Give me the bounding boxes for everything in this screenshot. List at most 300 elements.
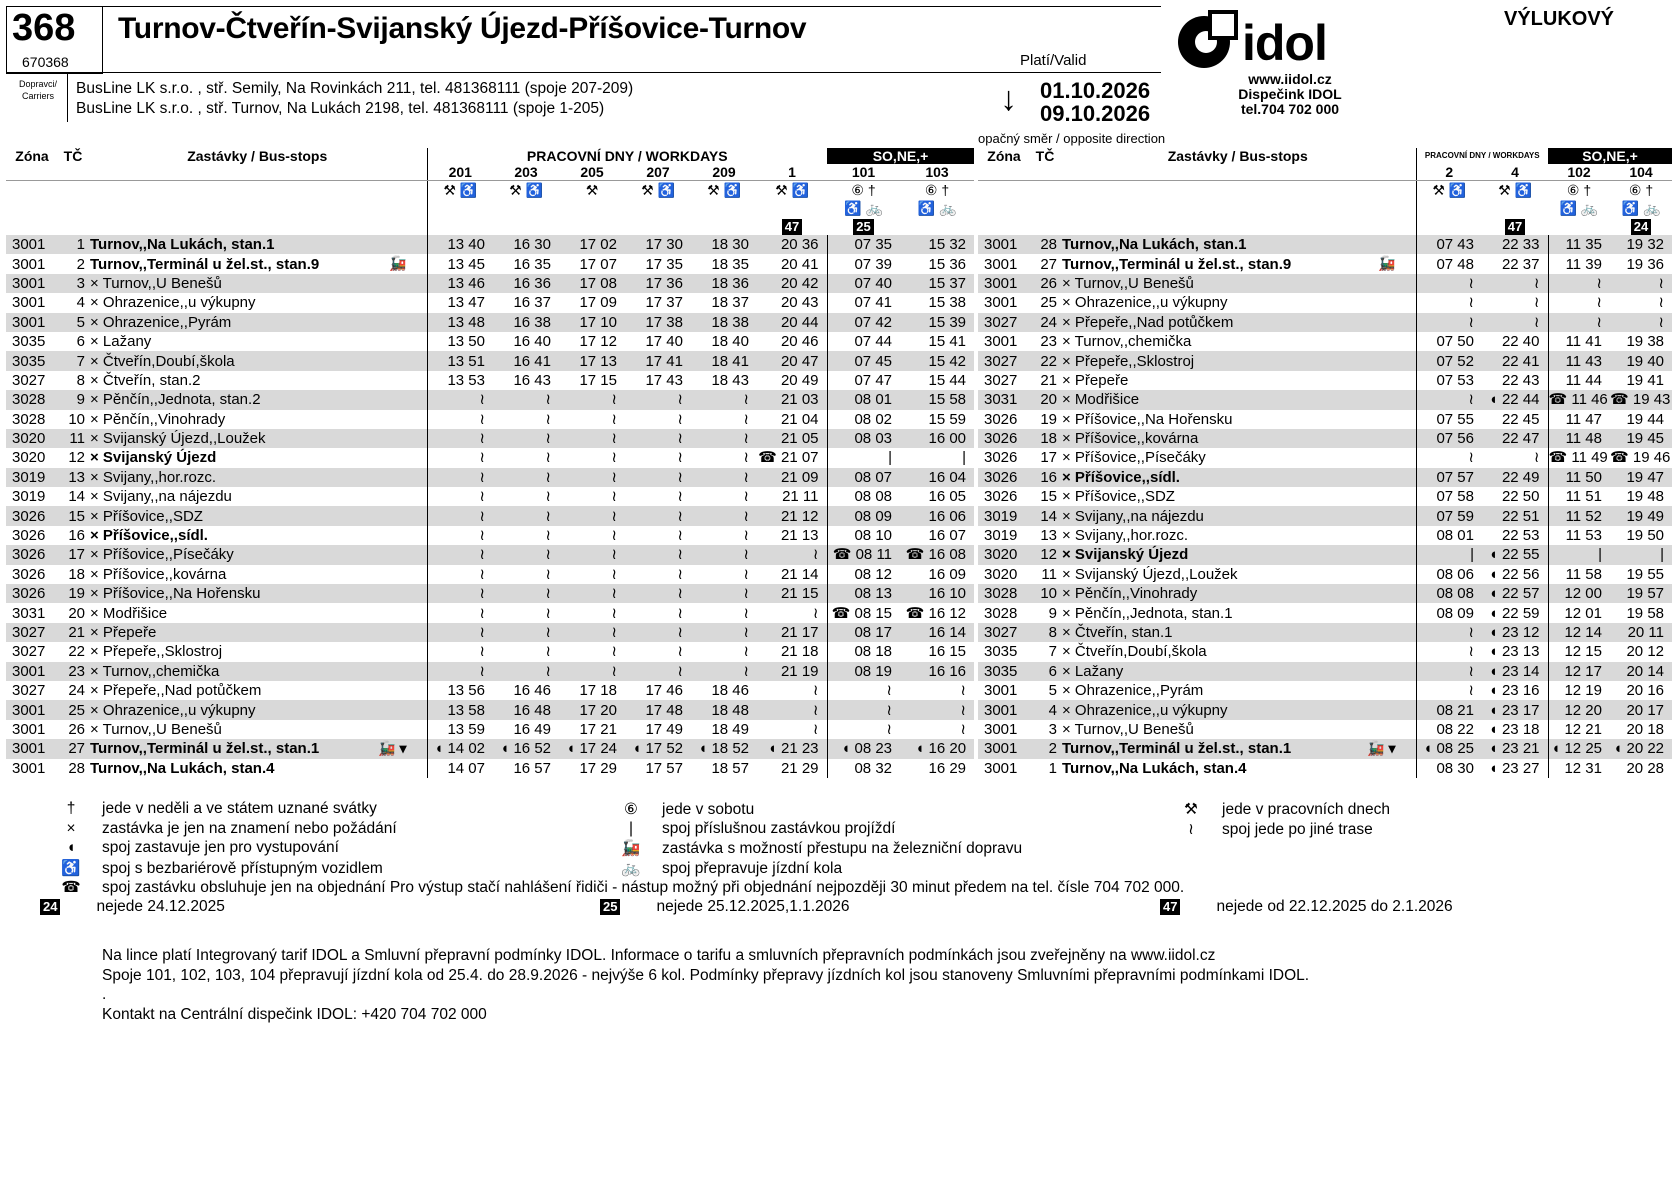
departure-time: ≀ bbox=[427, 565, 493, 584]
departure-time: 13 47 bbox=[427, 293, 493, 312]
stop-name bbox=[88, 526, 427, 545]
stop-name-text: × Čtveřín,Doubí,škola bbox=[90, 352, 235, 370]
stop-name bbox=[1060, 506, 1416, 525]
departure-time: 13 46 bbox=[427, 274, 493, 293]
legend-text: spoj přepravuje jízdní kola bbox=[662, 859, 843, 877]
stop-name bbox=[1060, 293, 1416, 312]
zone-cell: 3026 bbox=[984, 488, 1018, 506]
trip-service-symbols: ♿ 🚲 bbox=[1559, 200, 1599, 216]
trip-number: 205 bbox=[559, 164, 625, 181]
stop-name-text: × Lažany bbox=[90, 333, 152, 351]
stop-name-text: × Čtveřín,Doubí,škola bbox=[1062, 643, 1207, 661]
departure-time: ≀ bbox=[757, 700, 827, 719]
tc-cell: 24 bbox=[1030, 313, 1060, 332]
departure-time: 22 33 bbox=[1482, 235, 1548, 254]
departure-time: ≀ bbox=[493, 545, 559, 564]
tc-cell: 18 bbox=[1030, 429, 1060, 448]
trip-day-symbols: ⑥ † bbox=[1566, 182, 1592, 198]
zone-cell: 3019 bbox=[984, 527, 1018, 545]
departure-time: 16 29 bbox=[928, 759, 967, 777]
departure-time: 08 08 bbox=[1416, 584, 1482, 603]
tc-cell: 24 bbox=[68, 682, 85, 700]
stop-name-text: × Příšovice,,SDZ bbox=[90, 507, 203, 525]
stop-row bbox=[978, 274, 1672, 293]
tc-cell: 26 bbox=[1030, 274, 1060, 293]
stop-name bbox=[88, 274, 427, 293]
departure-time: ☎ 08 11 bbox=[827, 545, 900, 564]
departure-time: ≀ bbox=[691, 662, 757, 681]
departure-time: ≀ bbox=[1416, 623, 1482, 642]
trip-badge-cell bbox=[1416, 217, 1482, 235]
departure-time: 08 09 bbox=[827, 506, 900, 525]
departure-time: 18 36 bbox=[691, 274, 757, 293]
departure-time: ◖ 12 25 bbox=[1548, 739, 1610, 758]
departure-time: 16 16 bbox=[900, 662, 974, 681]
legend-text: nejede od 22.12.2025 do 2.1.2026 bbox=[1216, 897, 1453, 915]
departure-time: ◖ 20 22 bbox=[1610, 739, 1672, 758]
departure-time: ≀ bbox=[1548, 293, 1610, 312]
departure-time: 11 48 bbox=[1548, 429, 1610, 448]
departure-time: ≀ bbox=[625, 429, 691, 448]
stop-name-text: × Pěnčín,,Vinohrady bbox=[90, 410, 226, 428]
departure-time: 16 05 bbox=[928, 488, 967, 506]
tc-cell: 6 bbox=[76, 333, 85, 351]
departure-time: ≀ bbox=[427, 603, 493, 622]
departure-time: ≀ bbox=[1416, 642, 1482, 661]
departure-time: ≀ bbox=[427, 623, 493, 642]
weekend-header: SO,NE,+ bbox=[827, 148, 974, 164]
departure-time: 17 40 bbox=[645, 333, 683, 351]
stop-name bbox=[1060, 759, 1416, 778]
trip-service-symbols bbox=[559, 199, 625, 217]
stop-name-text: × Turnov,,U Benešů bbox=[1062, 274, 1194, 292]
tc-cell: 7 bbox=[1048, 643, 1057, 661]
zone-cell: 3027 bbox=[12, 643, 46, 661]
trip-badge-cell bbox=[559, 217, 625, 235]
stop-name-text: × Turnov,,U Benešů bbox=[1062, 720, 1194, 738]
departure-time: 19 38 bbox=[1626, 333, 1665, 351]
departure-time: ≀ bbox=[812, 720, 819, 738]
departure-time: 08 32 bbox=[827, 759, 900, 778]
departure-time: 17 18 bbox=[579, 682, 617, 700]
zone-cell: 3031 bbox=[12, 604, 46, 622]
opposite-direction-note: opačný směr / opposite direction bbox=[978, 131, 1166, 146]
tc-cell: 23 bbox=[58, 662, 88, 681]
legend-symbol-icon: 🚲 bbox=[621, 859, 641, 877]
departure-time: ≀ bbox=[812, 682, 819, 700]
departure-time: 15 36 bbox=[928, 255, 967, 273]
departure-time: 21 19 bbox=[757, 662, 827, 681]
departure-time: 22 40 bbox=[1501, 333, 1540, 351]
departure-time: 12 14 bbox=[1548, 623, 1610, 642]
departure-time: ☎ 11 46 bbox=[1548, 390, 1610, 409]
tc-cell: 28 bbox=[1030, 235, 1060, 254]
departure-time: 17 48 bbox=[625, 700, 691, 719]
departure-time: ≀ bbox=[611, 488, 617, 506]
departure-time: ◖ 18 52 bbox=[691, 739, 757, 758]
stop-row bbox=[6, 603, 974, 622]
departure-time: 22 53 bbox=[1501, 527, 1540, 545]
stop-row bbox=[6, 565, 974, 584]
tc-cell: 6 bbox=[1030, 662, 1060, 681]
tc-cell: 13 bbox=[1040, 527, 1057, 545]
stop-row bbox=[6, 739, 974, 758]
stop-name-text: × Pěnčín,,Jednota, stan.2 bbox=[90, 391, 261, 409]
tc-cell: 14 bbox=[68, 488, 85, 506]
departure-time: 15 37 bbox=[900, 274, 974, 293]
tc-cell: 25 bbox=[1040, 294, 1057, 312]
departure-time: 08 02 bbox=[827, 410, 900, 429]
stop-name-text: × Ohrazenice,,Pyrám bbox=[90, 313, 232, 331]
stop-name-text: × Ohrazenice,,u výkupny bbox=[1062, 701, 1228, 719]
zone-cell: 3035 bbox=[978, 662, 1030, 681]
departure-time: ≀ bbox=[677, 449, 683, 467]
stop-name bbox=[88, 506, 427, 525]
tc-cell: 4 bbox=[1030, 700, 1060, 719]
tc-cell: 26 bbox=[68, 720, 85, 738]
departure-time: ≀ bbox=[960, 720, 967, 738]
departure-time: ≀ bbox=[559, 468, 625, 487]
departure-time: ≀ bbox=[743, 527, 749, 545]
departure-time: 08 13 bbox=[827, 584, 900, 603]
stop-name bbox=[1060, 681, 1416, 700]
departure-time: 11 41 bbox=[1548, 332, 1610, 351]
stop-name bbox=[1060, 662, 1416, 681]
departure-time: ≀ bbox=[960, 682, 967, 700]
departure-time: ≀ bbox=[559, 390, 625, 409]
line-code: 670368 bbox=[22, 54, 69, 70]
zone-cell: 3028 bbox=[12, 410, 46, 428]
departure-time: 16 15 bbox=[928, 643, 967, 661]
legend-item bbox=[600, 859, 842, 878]
departure-time: 16 30 bbox=[493, 235, 559, 254]
departure-time: ≀ bbox=[545, 488, 551, 506]
stop-name bbox=[88, 623, 427, 642]
tc-cell: 21 bbox=[1040, 371, 1057, 389]
departure-time: 20 16 bbox=[1626, 682, 1665, 700]
departure-time: ≀ bbox=[691, 468, 757, 487]
stop-row bbox=[978, 720, 1672, 739]
down-arrow-icon: ↓ bbox=[1000, 80, 1017, 118]
departure-time: 16 10 bbox=[900, 584, 974, 603]
trip-service-symbols bbox=[1416, 199, 1482, 217]
departure-time: 11 52 bbox=[1548, 506, 1610, 525]
departure-time: 13 48 bbox=[427, 313, 493, 332]
departure-time: 08 21 bbox=[1416, 700, 1482, 719]
departure-time: 17 15 bbox=[579, 371, 617, 389]
departure-time: 17 37 bbox=[645, 294, 683, 312]
zone-cell: 3001 bbox=[984, 255, 1018, 273]
stop-name bbox=[1060, 429, 1416, 448]
legend-symbol-icon: ⑥ bbox=[624, 801, 638, 818]
stop-name-text: × Turnov,,U Benešů bbox=[90, 274, 222, 292]
zone-cell: 3028 bbox=[978, 584, 1030, 603]
logo-contact bbox=[1235, 72, 1345, 117]
stop-name-text: × Modřišice bbox=[90, 604, 168, 622]
departure-time: 16 38 bbox=[493, 313, 559, 332]
departure-time: 17 10 bbox=[559, 313, 625, 332]
note-tariff: Na lince platí Integrovaný tarif IDOL a Smluvní přepravní podmínky IDOL. Informace o tarifu a smluvních přepravních podmínkách jsou zveřejněny na www.iidol.cz bbox=[102, 947, 1216, 964]
legend-text: jede v neděli a ve státem uznané svátky bbox=[102, 800, 377, 817]
departure-time: ◖ 23 14 bbox=[1482, 662, 1548, 681]
departure-time: ≀ bbox=[1658, 294, 1665, 312]
zone-cell: 3001 bbox=[12, 255, 46, 273]
legend-symbol-icon: † bbox=[66, 800, 76, 817]
stop-row bbox=[978, 448, 1672, 467]
stop-name bbox=[1060, 390, 1416, 409]
stop-name bbox=[1060, 526, 1416, 545]
departure-time: 18 48 bbox=[691, 700, 757, 719]
stop-name-text: × Svijanský Újezd bbox=[1062, 546, 1189, 564]
departure-time: 20 41 bbox=[780, 255, 819, 273]
trip-day-symbols: ⚒ ♿ bbox=[1416, 181, 1482, 200]
departure-time: ≀ bbox=[545, 449, 551, 467]
departure-time: 13 56 bbox=[427, 681, 493, 700]
departure-time: 08 07 bbox=[827, 468, 900, 487]
departure-time: ≀ bbox=[1416, 662, 1482, 681]
departure-time: 18 38 bbox=[691, 313, 757, 332]
weekend-header: SO,NE,+ bbox=[1548, 148, 1672, 164]
stop-name-text: × Přepeře,,Nad potůčkem bbox=[1062, 313, 1234, 331]
departure-time: ☎ 21 07 bbox=[758, 449, 819, 467]
departure-time: 19 58 bbox=[1626, 604, 1665, 622]
departure-time: ≀ bbox=[559, 545, 625, 564]
tc-cell: 27 bbox=[1040, 255, 1057, 273]
legend bbox=[0, 800, 1679, 930]
departure-time: 16 40 bbox=[513, 333, 551, 351]
train-transfer-icon: 🚂 ▾ bbox=[378, 740, 407, 757]
tc-cell: 12 bbox=[1030, 545, 1060, 564]
tc-cell: 18 bbox=[68, 565, 85, 583]
departure-time: ☎ 19 46 bbox=[1610, 449, 1671, 467]
departure-time: 22 43 bbox=[1501, 371, 1540, 389]
stop-name bbox=[88, 662, 427, 681]
departure-time: ≀ bbox=[427, 642, 493, 661]
departure-time: 16 49 bbox=[513, 720, 551, 738]
departure-time: 18 49 bbox=[711, 720, 749, 738]
departure-time: 16 43 bbox=[513, 371, 551, 389]
departure-time: 19 32 bbox=[1610, 235, 1672, 254]
tc-cell: 22 bbox=[68, 643, 85, 661]
departure-time: ☎ 16 08 bbox=[900, 545, 974, 564]
zone-cell: 3001 bbox=[12, 294, 46, 312]
departure-time: ≀ bbox=[545, 604, 551, 622]
trip-badge-cell bbox=[1548, 217, 1610, 235]
stop-row bbox=[6, 429, 974, 448]
departure-time: 20 18 bbox=[1626, 720, 1665, 738]
stop-row bbox=[6, 332, 974, 351]
stop-name bbox=[88, 545, 427, 564]
stop-row bbox=[978, 410, 1672, 429]
departure-time: ≀ bbox=[625, 623, 691, 642]
trip-number: 103 bbox=[900, 164, 974, 181]
zone-cell: 3028 bbox=[6, 390, 58, 409]
departure-time: 13 59 bbox=[427, 720, 493, 739]
stop-name bbox=[88, 448, 427, 467]
zone-cell: 3001 bbox=[984, 333, 1018, 351]
departure-time: 19 44 bbox=[1626, 410, 1665, 428]
zone-cell: 3026 bbox=[12, 565, 46, 583]
tc-cell: 12 bbox=[68, 449, 85, 467]
zone-cell: 3026 bbox=[6, 584, 58, 603]
legend-symbol-icon: 🚂 bbox=[621, 840, 641, 857]
stop-name bbox=[88, 351, 427, 370]
departure-time: 20 12 bbox=[1626, 643, 1665, 661]
trip-badge-cell bbox=[900, 217, 974, 235]
stop-row bbox=[6, 390, 974, 409]
departure-time: 20 17 bbox=[1610, 700, 1672, 719]
legend-symbol-icon: ⚒ bbox=[1184, 801, 1198, 818]
departure-time: ≀ bbox=[545, 643, 551, 661]
departure-time: ≀ bbox=[545, 410, 551, 428]
departure-time: 11 47 bbox=[1548, 410, 1610, 429]
stop-name-text: × Modřišice bbox=[1062, 391, 1140, 409]
stop-row bbox=[6, 487, 974, 506]
zone-cell: 3001 bbox=[978, 739, 1030, 758]
departure-time: 13 40 bbox=[427, 235, 493, 254]
departure-time: 17 09 bbox=[579, 294, 617, 312]
departure-time: 18 30 bbox=[691, 235, 757, 254]
departure-time: 08 01 bbox=[1416, 526, 1482, 545]
zone-cell: 3026 bbox=[978, 429, 1030, 448]
departure-time: 17 12 bbox=[579, 333, 617, 351]
departure-time: 08 19 bbox=[827, 662, 900, 681]
departure-time: ≀ bbox=[625, 545, 691, 564]
trip-number: 104 bbox=[1610, 164, 1672, 181]
stop-row bbox=[978, 642, 1672, 661]
stop-name-text: × Ohrazenice,,Pyrám bbox=[1062, 682, 1204, 700]
departure-time: 19 55 bbox=[1626, 565, 1665, 583]
departure-time: ◖ 17 52 bbox=[625, 739, 691, 758]
trip-number: 101 bbox=[827, 164, 900, 181]
trip-badge-cell bbox=[1610, 217, 1672, 235]
departure-time: ≀ bbox=[743, 449, 749, 467]
departure-time: ◖ 21 23 bbox=[757, 739, 827, 758]
departure-time: ≀ bbox=[611, 527, 617, 545]
timetable-return bbox=[978, 148, 1672, 778]
restriction-badge: 47 bbox=[782, 219, 802, 235]
departure-time: ≀ bbox=[827, 681, 900, 700]
stop-name-text: × Svijany,,hor.rozc. bbox=[1062, 527, 1189, 545]
departure-time: ≀ bbox=[827, 720, 900, 739]
tc-cell: 3 bbox=[58, 274, 88, 293]
stop-name-text: × Pěnčín,,Jednota, stan.1 bbox=[1062, 604, 1233, 622]
trip-day-symbols: ⚒ bbox=[585, 182, 599, 198]
zone-cell: 3001 bbox=[12, 720, 46, 738]
departure-time: 11 35 bbox=[1548, 235, 1610, 254]
trip-service-symbols bbox=[691, 199, 757, 217]
departure-time: 07 35 bbox=[827, 235, 900, 254]
departure-time: ◖ 22 57 bbox=[1482, 584, 1548, 603]
zone-cell: 3001 bbox=[984, 759, 1018, 777]
departure-time: 20 47 bbox=[757, 351, 827, 370]
tc-cell: 13 bbox=[58, 468, 88, 487]
departure-time: 08 06 bbox=[1416, 565, 1482, 584]
departure-time: 17 29 bbox=[579, 759, 617, 777]
tc-cell: 11 bbox=[58, 429, 88, 448]
legend-text: jede v pracovních dnech bbox=[1222, 801, 1391, 818]
train-transfer-icon: 🚂 bbox=[389, 255, 407, 272]
departure-time: 21 15 bbox=[757, 584, 827, 603]
legend-item bbox=[40, 820, 397, 838]
legend-text: spoj zastavuje jen pro vystupování bbox=[102, 839, 339, 856]
departure-time: ≀ bbox=[691, 429, 757, 448]
legend-text: zastávka je jen na znamení nebo požádání bbox=[102, 819, 397, 837]
departure-time: 20 46 bbox=[780, 333, 819, 351]
stop-row bbox=[6, 720, 974, 739]
departure-time: 07 55 bbox=[1416, 410, 1482, 429]
departure-time: ≀ bbox=[1416, 274, 1482, 293]
tc-cell: 16 bbox=[1030, 468, 1060, 487]
stop-name-text: × Pěnčín,,Vinohrady bbox=[1062, 585, 1198, 603]
departure-time: ◖ 22 59 bbox=[1488, 604, 1540, 622]
carrier-1: BusLine LK s.r.o. , stř. Semily, Na Rovinkách 211, tel. 481368111 (spoje 207-209) bbox=[76, 80, 634, 97]
workdays-header: PRACOVNÍ DNY / WORKDAYS bbox=[1416, 148, 1548, 164]
departure-time: ◖ 22 55 bbox=[1482, 545, 1548, 564]
stop-name-text: × Svijanský Újezd,,Loužek bbox=[90, 430, 266, 448]
tc-cell: 19 bbox=[58, 584, 88, 603]
departure-time: 17 43 bbox=[645, 371, 683, 389]
departure-time: ◖ 23 16 bbox=[1488, 682, 1540, 700]
zone-cell: 3035 bbox=[6, 351, 58, 370]
stop-row bbox=[6, 584, 974, 603]
legend-symbol-icon: ◖ bbox=[66, 839, 76, 856]
stop-name bbox=[1060, 313, 1416, 332]
workdays-header: PRACOVNÍ DNY / WORKDAYS bbox=[427, 148, 827, 164]
departure-time: 12 00 bbox=[1548, 584, 1610, 603]
departure-time: 07 52 bbox=[1416, 351, 1482, 370]
departure-time: ≀ bbox=[559, 584, 625, 603]
tc-cell: 23 bbox=[1040, 333, 1057, 351]
departure-time: 19 36 bbox=[1626, 255, 1665, 273]
tc-cell: 7 bbox=[58, 351, 88, 370]
departure-time: 17 35 bbox=[645, 255, 683, 273]
tc-cell: 20 bbox=[1030, 390, 1060, 409]
departure-time: 17 21 bbox=[579, 720, 617, 738]
stop-row bbox=[978, 351, 1672, 370]
stop-name bbox=[88, 759, 427, 778]
departure-time: ≀ bbox=[625, 662, 691, 681]
departure-time: ≀ bbox=[493, 468, 559, 487]
restriction-badge: 24 bbox=[1631, 219, 1651, 235]
trip-badge-cell bbox=[493, 217, 559, 235]
zone-cell: 3027 bbox=[978, 351, 1030, 370]
zone-cell: 3026 bbox=[6, 506, 58, 525]
departure-time: 07 50 bbox=[1416, 332, 1482, 351]
stop-name-text: × Přepeře,,Sklostroj bbox=[1062, 352, 1195, 370]
departure-time: 19 48 bbox=[1626, 488, 1665, 506]
zone-cell: 3001 bbox=[6, 739, 58, 758]
trip-number: 203 bbox=[493, 164, 559, 181]
zone-cell: 3001 bbox=[6, 700, 58, 719]
stop-name bbox=[1060, 254, 1416, 273]
departure-time: 07 59 bbox=[1416, 506, 1482, 525]
stop-name bbox=[88, 410, 427, 429]
departure-time: ≀ bbox=[1610, 274, 1672, 293]
stop-row bbox=[978, 681, 1672, 700]
zone-cell: 3020 bbox=[12, 449, 46, 467]
valid-label: Platí/Valid bbox=[1020, 52, 1087, 69]
zone-cell: 3001 bbox=[6, 235, 58, 254]
zone-cell: 3027 bbox=[978, 313, 1030, 332]
departure-time: 15 38 bbox=[928, 294, 967, 312]
departure-time: 22 41 bbox=[1482, 351, 1548, 370]
stop-name bbox=[1060, 351, 1416, 370]
departure-time: 07 42 bbox=[827, 313, 900, 332]
stop-row bbox=[978, 526, 1672, 545]
stop-row bbox=[978, 371, 1672, 390]
departure-time: ≀ bbox=[691, 390, 757, 409]
